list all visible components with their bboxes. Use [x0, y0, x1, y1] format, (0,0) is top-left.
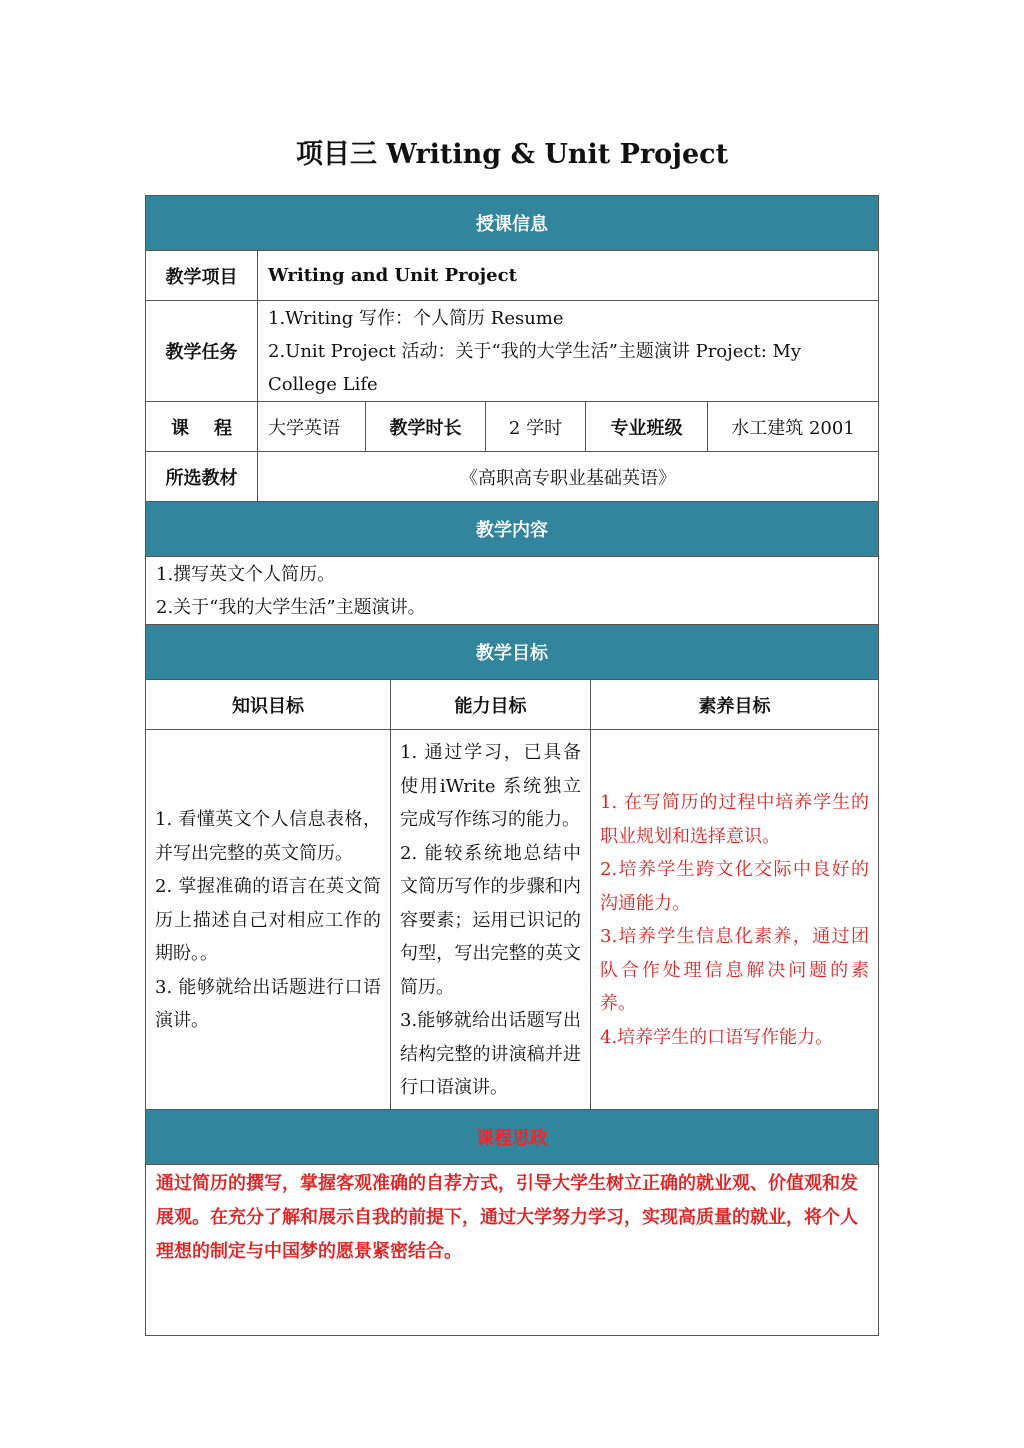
task-value — [258, 301, 879, 402]
course-value: 大学英语 — [258, 402, 366, 452]
knowledge-goal-item: 1. 看懂英文个人信息表格，并写出完整的英文简历。 — [155, 809, 381, 864]
info-section-header: 授课信息 — [146, 196, 879, 251]
literacy-goal-item: 4.培养学生的口语写作能力。 — [600, 1026, 834, 1048]
page-title: 项目三 Writing & Unit Project — [295, 139, 729, 170]
lesson-plan-table — [145, 195, 879, 1336]
task-label: 教学任务 — [146, 301, 258, 402]
knowledge-goal-item: 2. 掌握准确的语言在英文简历上描述自己对相应工作的期盼。。 — [155, 876, 381, 964]
ability-goal-item: 2. 能较系统地总结中文简历写作的步骤和内容要素；运用已识记的句型，写出完整的英文简历。 — [400, 842, 581, 998]
project-label: 教学项目 — [146, 251, 258, 301]
literacy-goal-item: 1. 在写简历的过程中培养学生的职业规划和选择意识。 — [600, 792, 870, 847]
sizheng-section-header: 课程思政 — [146, 1109, 879, 1164]
hours-value: 2 学时 — [486, 402, 586, 452]
content-line: 1.撰写英文个人简历。 — [156, 563, 336, 585]
knowledge-goal-item: 3. 能够就给出话题进行口语演讲。 — [155, 976, 381, 1031]
ability-goal-item: 3.能够就给出话题写出结构完整的讲演稿并进行口语演讲。 — [400, 1010, 581, 1098]
class-label: 专业班级 — [586, 402, 708, 452]
content-section-header: 教学内容 — [146, 502, 879, 557]
project-value: Writing and Unit Project — [258, 251, 879, 301]
literacy-goals — [591, 730, 879, 1110]
textbook-value: 《高职高专职业基础英语》 — [258, 452, 879, 502]
course-label — [146, 402, 258, 452]
sizheng-body: 通过简历的撰写，掌握客观准确的自荐方式，引导大学生树立正确的就业观、价值观和发展观。在充分了解和展示自我的前提下，通过大学努力学习，实现高质量的就业，将个人理想的制定与中国梦的愿景紧密结合。 — [146, 1164, 879, 1335]
literacy-goal-item: 3.培养学生信息化素养，通过团队合作处理信息解决问题的素养。 — [600, 926, 870, 1015]
content-line: 2.关于“我的大学生活”主题演讲。 — [156, 596, 426, 618]
task-line: 1.Writing 写作：个人简历 Resume — [268, 307, 564, 329]
knowledge-goal-label: 知识目标 — [146, 680, 391, 730]
literacy-goal-item: 2.培养学生跨文化交际中良好的沟通能力。 — [600, 859, 870, 914]
task-line: 2.Unit Project 活动：关于“我的大学生活”主题演讲 Project: My — [268, 340, 802, 362]
class-value: 水工建筑 2001 — [708, 402, 879, 452]
ability-goal-item: 1. 通过学习，已具备使用iWrite 系统独立完成写作练习的能力。 — [400, 742, 581, 830]
content-body — [146, 557, 879, 625]
hours-label: 教学时长 — [366, 402, 486, 452]
literacy-goal-label: 素养目标 — [591, 680, 879, 730]
goals-section-header: 教学目标 — [146, 625, 879, 680]
textbook-label: 所选教材 — [146, 452, 258, 502]
course-label-text: 课 程 — [170, 417, 233, 439]
ability-goals — [391, 730, 591, 1110]
task-line: College Life — [268, 373, 378, 395]
ability-goal-label: 能力目标 — [391, 680, 591, 730]
knowledge-goals — [146, 730, 391, 1110]
